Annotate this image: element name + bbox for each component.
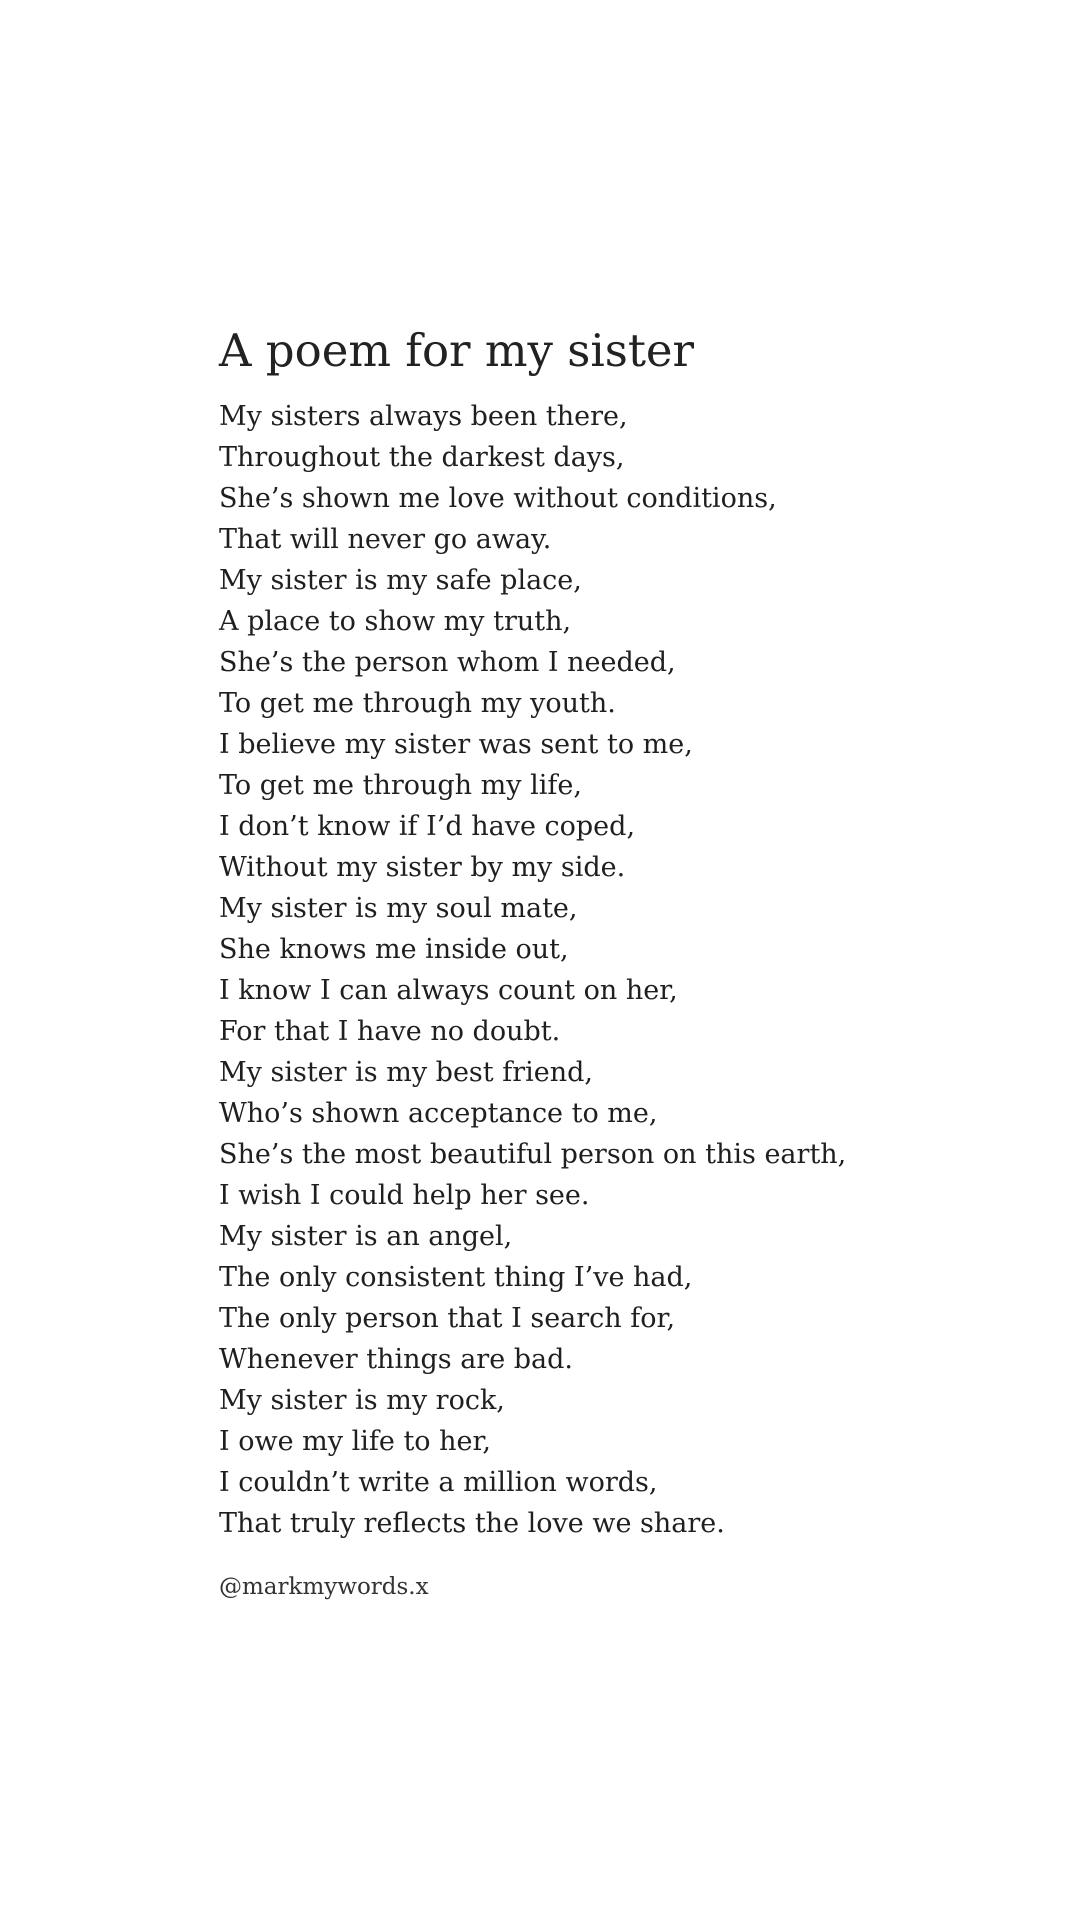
poem-line: My sister is my soul mate, (219, 893, 578, 924)
author-handle: @markmywords.x (219, 1574, 429, 1600)
poem-container (219, 322, 1019, 1602)
poem-line: My sister is my best friend, (219, 1057, 593, 1088)
poem-line: She knows me inside out, (219, 934, 569, 965)
poem-line: The only person that I search for, (219, 1303, 676, 1334)
poem-line: I couldn’t write a million words, (219, 1467, 658, 1498)
poem-line: For that I have no doubt. (219, 1016, 561, 1047)
poem-line: To get me through my life, (219, 770, 582, 801)
poem-line: I owe my life to her, (219, 1426, 492, 1457)
poem-line: I don’t know if I’d have coped, (219, 811, 636, 842)
poem-line: I believe my sister was sent to me, (219, 729, 693, 760)
poem-line: Without my sister by my side. (219, 852, 626, 883)
poem-title: A poem for my sister (219, 324, 695, 377)
poem-line: I wish I could help her see. (219, 1180, 590, 1211)
poem-line: I know I can always count on her, (219, 975, 678, 1006)
poem-line: Whenever things are bad. (219, 1344, 574, 1375)
poem-line: Who’s shown acceptance to me, (219, 1098, 658, 1129)
poem-line: My sister is my safe place, (219, 565, 582, 596)
poem-lines (219, 396, 1019, 1544)
poem-line: Throughout the darkest days, (219, 442, 625, 473)
poem-line: She’s shown me love without conditions, (219, 483, 777, 514)
poem-line: That truly reflects the love we share. (219, 1508, 725, 1539)
poem-line: My sister is an angel, (219, 1221, 513, 1252)
poem-line: To get me through my youth. (219, 688, 616, 719)
poem-line: A place to show my truth, (219, 606, 572, 637)
poem-line: She’s the person whom I needed, (219, 647, 676, 678)
poem-line: My sisters always been there, (219, 401, 628, 432)
poem-line: My sister is my rock, (219, 1385, 505, 1416)
poem-line: The only consistent thing I’ve had, (219, 1262, 693, 1293)
poem-line: She’s the most beautiful person on this earth, (219, 1139, 847, 1170)
poem-line: That will never go away. (219, 524, 552, 555)
